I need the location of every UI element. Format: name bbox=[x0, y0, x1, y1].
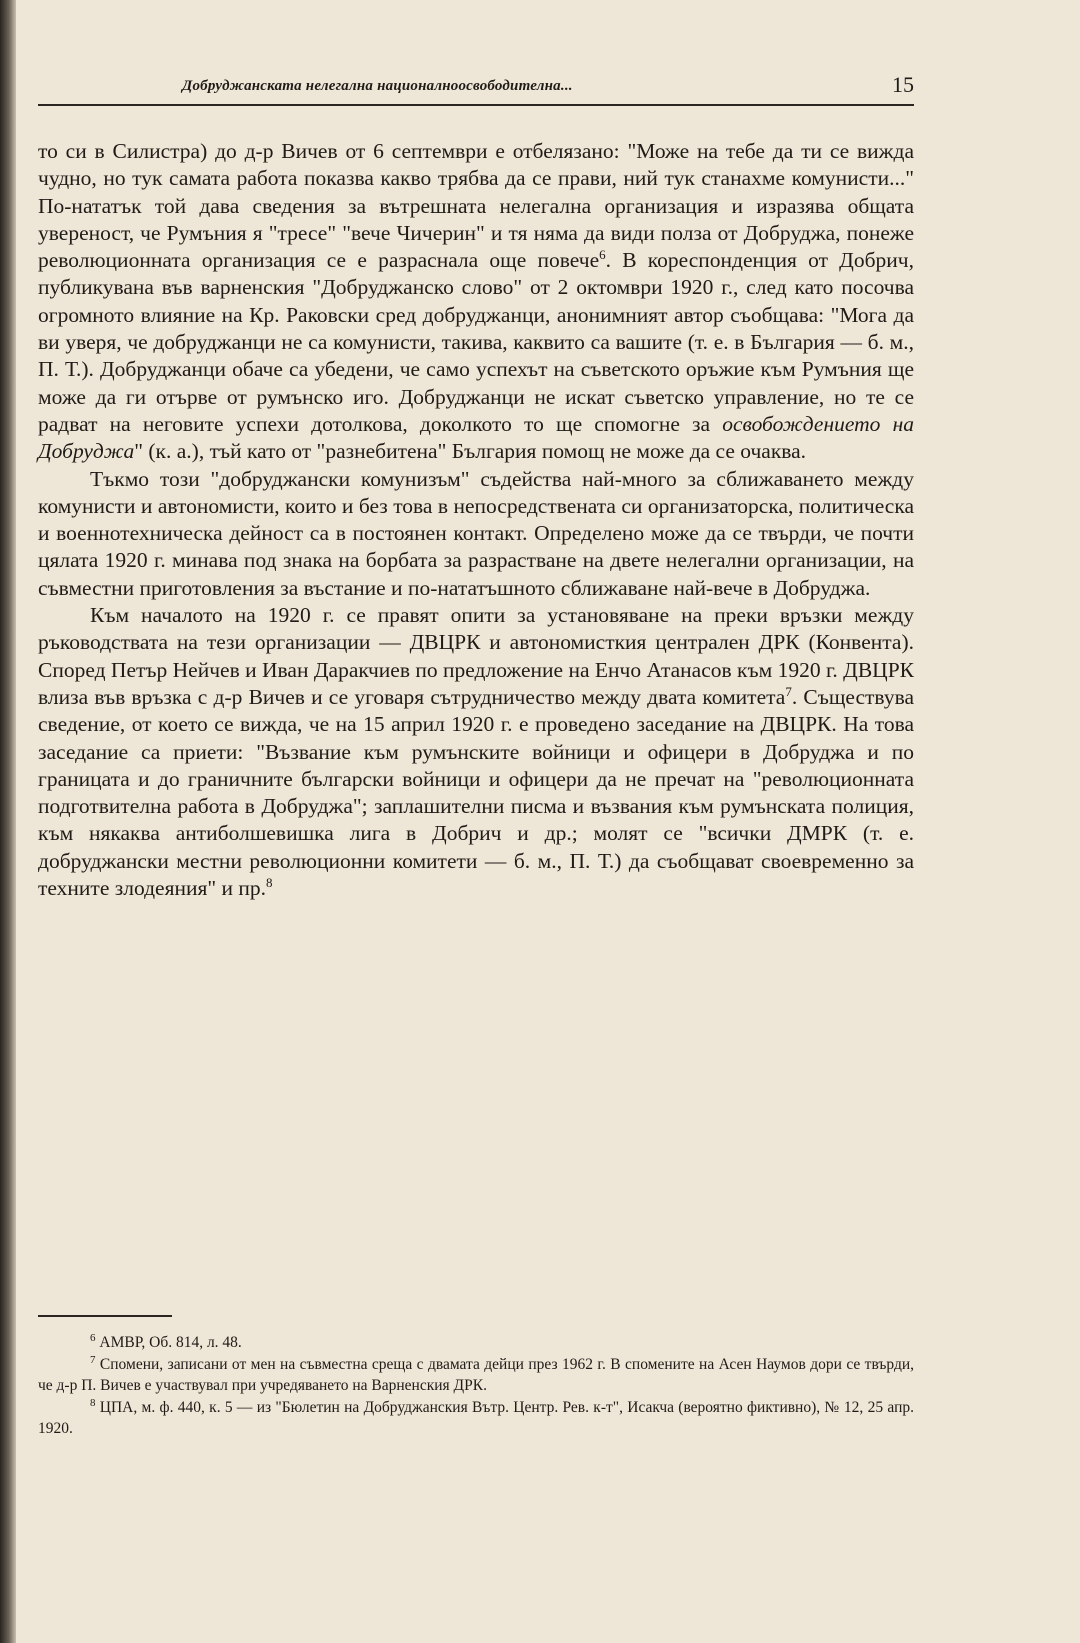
footnote-6-number: 6 bbox=[90, 1331, 96, 1344]
footnote-ref-8: 8 bbox=[266, 874, 273, 890]
footnotes bbox=[38, 1332, 914, 1440]
page-number: 15 bbox=[892, 72, 914, 97]
footnote-7 bbox=[38, 1354, 914, 1397]
paragraph-1-part-b: . В кореспонденция от Добрич, публикувана във варненския "Добруджанско слово" от 2 октомври 1920 г., след като посочва огромното влияние на Кр. Раковски сред добруджанци, анонимният автор съобщава: "Мога да ви уверя, че добруджанци не са комунисти, такива, каквито са вашите (т. е. в България — б. м., П. Т.). Добруджанци обаче са убедени, че само успехът на съветското оръжие към Румъния ще може да ги отърве от румънско иго. Добруджанци не искат съветско управление, но те се радват на неговите успехи дотолкова, доколкото то ще спомогне за bbox=[38, 248, 914, 436]
book-spine-shadow bbox=[0, 0, 16, 1643]
paragraph-3-part-a: Към началото на 1920 г. се правят опити за установяване на преки връзки между ръководствата на тези организации — ДВЦРК и автономисткия централен ДРК (Конвента). Според Петър Нейчев и Иван Даракчиев по предложение на Енчо Атанасов към 1920 г. ДВЦРК влиза във връзка с д-р Вичев и се уговаря сътрудничество между двата комитета bbox=[38, 603, 914, 709]
footnote-8 bbox=[38, 1397, 914, 1440]
book-page bbox=[38, 0, 914, 1643]
footnote-6 bbox=[38, 1332, 914, 1354]
running-header bbox=[38, 72, 914, 106]
paragraph-3 bbox=[38, 602, 914, 902]
footnote-7-number: 7 bbox=[90, 1353, 96, 1366]
footnote-ref-6: 6 bbox=[599, 247, 606, 263]
emphasis-liberation: освобождението на Добруджа bbox=[38, 411, 914, 464]
footnote-7-text: Спомени, записани от мен на съвместна среща с двамата дейци през 1962 г. В спомените на Асен Наумов дори се твърди, че д-р П. Вичев е участвувал при учредяването на Варненския ДРК. bbox=[38, 1355, 915, 1394]
footnote-8-number: 8 bbox=[90, 1396, 96, 1409]
footnote-ref-7: 7 bbox=[785, 683, 792, 699]
running-title: Добруджанската нелегална националноосвободителна... bbox=[182, 78, 573, 94]
paragraph-1-part-c: " (к. а.), тъй като от "разнебитена" България помощ не може да се очаква. bbox=[134, 439, 807, 464]
paragraph-3-part-b: . Съществува сведение, от което се вижда, че на 15 април 1920 г. е проведено заседание на ДВЦРК. На това заседание са приети: "Възвание към румънските войници и офицери в Добруджа и по границата и до граничните български войници и офицери да не пречат на "революционната подготвителна работа в Добруджа"; заплашителни писма и възвания към румънската полиция, към някаква антиболшевишка лига в Добрич и др.; молят се "всички ДМРК (т. е. добруджански местни революционни комитети — б. м., П. Т.) да съобщават своевременно за техните злодеяния" и пр. bbox=[38, 684, 915, 901]
footnote-6-text: АМВР, Об. 814, л. 48. bbox=[99, 1334, 242, 1351]
paragraph-1-part-a: то си в Силистра) до д-р Вичев от 6 септември е отбелязано: "Може на тебе да ти се вижда чудно, но тук самата работа показва какво трябва да се прави, ний тук станахме комунисти..." По-нататък той дава сведения за вътрешната нелегална организация и изразява общата увереност, че Румъния я "тресе" "вече Чичерин" и тя няма да види полза от Добруджа, понеже революционната организация се е разраснала още повече bbox=[38, 139, 914, 273]
paragraph-1 bbox=[38, 138, 914, 466]
body-text bbox=[38, 138, 914, 902]
footnote-separator bbox=[38, 1315, 172, 1317]
footnote-8-text: ЦПА, м. ф. 440, к. 5 — из "Бюлетин на Добруджанския Вътр. Центр. Рев. к-т", Исакча (вероятно фиктивно), № 12, 25 апр. 1920. bbox=[38, 1398, 914, 1437]
paragraph-2: Тъкмо този "добруджански комунизъм" съдейства най-много за сближаването между комунисти и автономисти, които и без това в непосредствената си организаторска, политическа и военнотехническа дейност са в постоянен контакт. Определено може да се твърди, че почти цялата 1920 г. минава под знака на борбата за разрастване на двете нелегални организации, на съвместни приготовления за въстание и по-нататъшното сближаване най-вече в Добруджа. bbox=[38, 466, 914, 600]
